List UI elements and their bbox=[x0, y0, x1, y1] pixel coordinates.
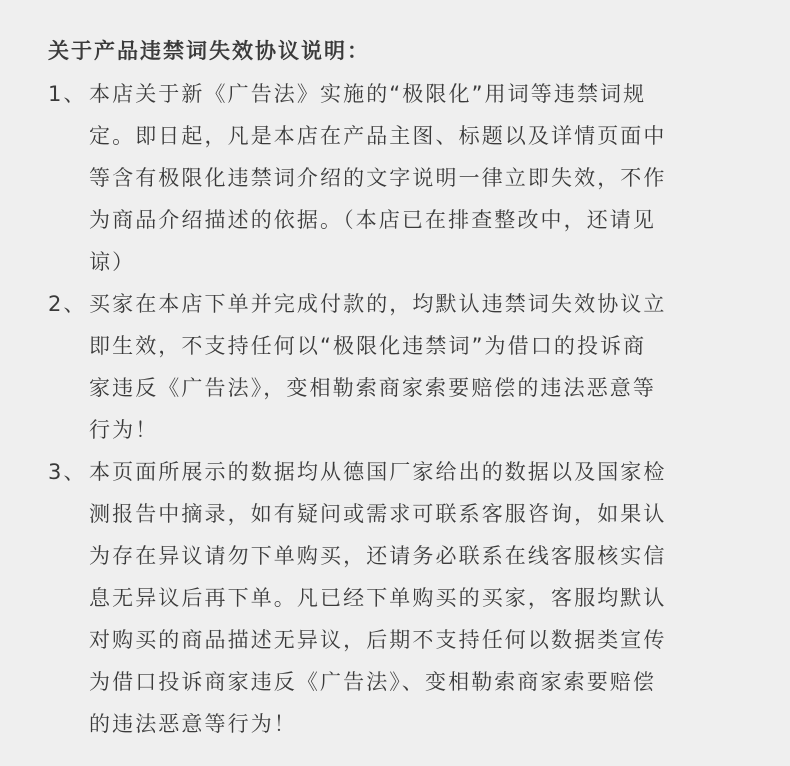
notice-item-3 bbox=[48, 451, 750, 745]
notice-list bbox=[48, 73, 750, 745]
item-line: 定。即日起，凡是本店在产品主图、标题以及详情页面中 bbox=[89, 124, 667, 148]
item-line: 为存在异议请勿下单购买，还请务必联系在线客服核实信 bbox=[89, 544, 667, 568]
item-line: 家违反《广告法》，变相勒索商家索要赔偿的违法恶意等 bbox=[89, 376, 656, 400]
item-line: 息无异议后再下单。凡已经下单购买的买家，客服均默认 bbox=[89, 586, 667, 610]
notice-item-2 bbox=[48, 283, 750, 451]
item-line: 的违法恶意等行为！ bbox=[89, 712, 297, 736]
item-line: 买家在本店下单并完成付款的，均默认违禁词失效协议立 bbox=[89, 292, 667, 316]
item-line: 等含有极限化违禁词介绍的文字说明一律立即失效，不作 bbox=[89, 166, 667, 190]
item-line: 行为！ bbox=[89, 418, 159, 442]
item-line: 本店关于新《广告法》实施的“极限化”用词等违禁词规 bbox=[89, 82, 647, 106]
item-line: 为借口投诉商家违反《广告法》、变相勒索商家索要赔偿 bbox=[89, 670, 656, 694]
notice-item-1 bbox=[48, 73, 750, 283]
item-number: 3、 bbox=[48, 460, 87, 484]
item-line: 本页面所展示的数据均从德国厂家给出的数据以及国家检 bbox=[89, 460, 667, 484]
item-line: 对购买的商品描述无异议，后期不支持任何以数据类宣传 bbox=[89, 628, 667, 652]
item-line: 测报告中摘录，如有疑问或需求可联系客服咨询，如果认 bbox=[89, 502, 667, 526]
item-line: 谅） bbox=[89, 250, 136, 274]
item-number: 2、 bbox=[48, 292, 87, 316]
item-number: 1、 bbox=[48, 82, 87, 106]
item-text bbox=[89, 283, 750, 451]
item-line: 即生效，不支持任何以“极限化违禁词”为借口的投诉商 bbox=[89, 334, 647, 358]
item-line: 为商品介绍描述的依据。（本店已在排查整改中，还请见 bbox=[89, 208, 656, 232]
item-text bbox=[89, 451, 750, 745]
item-text bbox=[89, 73, 750, 283]
notice-title: 关于产品违禁词失效协议说明： bbox=[48, 39, 370, 63]
